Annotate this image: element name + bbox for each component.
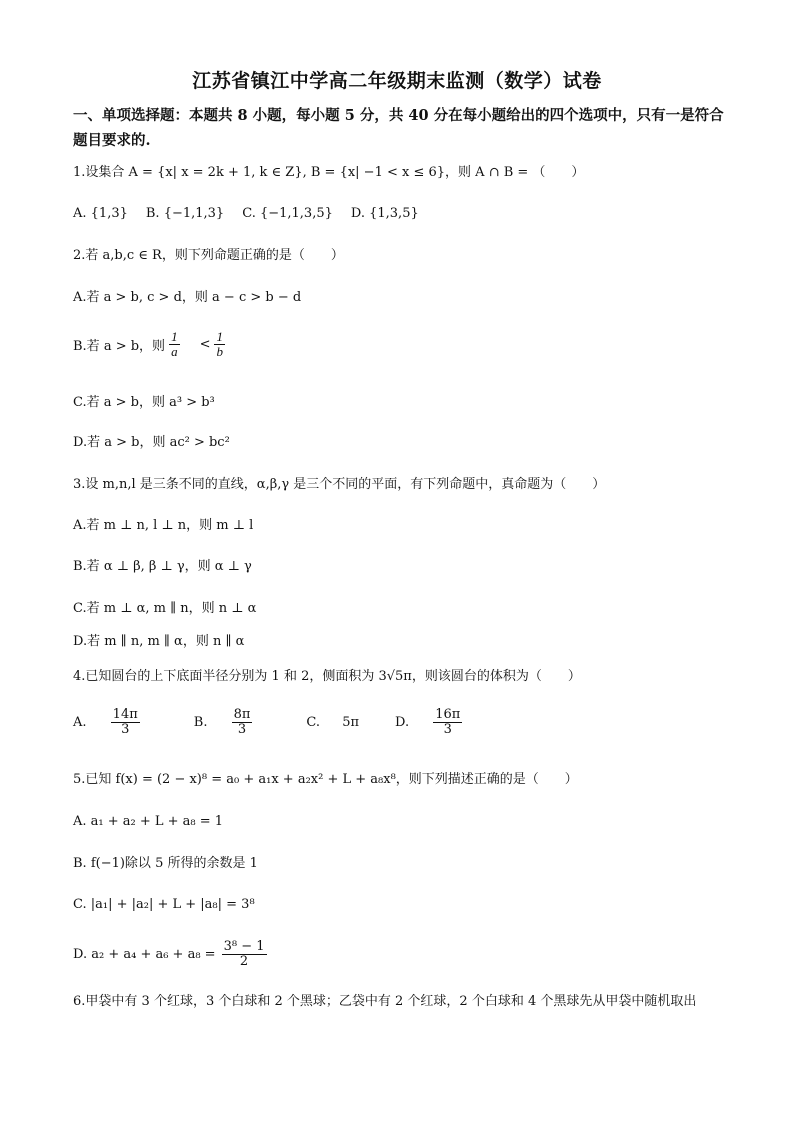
question-2-option-b [73,330,243,359]
question-3-option-c: C.若 m ⊥ α, m ∥ n，则 n ⊥ α [73,601,257,616]
fraction-denominator: 3 [121,722,130,737]
question-1-stem: 1.设集合 A = {x| x = 2k + 1, k ∈ Z}, B = {x| −1 < x ≤ 6}，则 A ∩ B = （ ） [73,165,585,180]
fraction-numerator: 1 [216,329,223,344]
fraction-denominator: b [216,344,223,359]
option-label: A. [73,715,87,730]
question-5-option-b: B. f(−1)除以 5 所得的余数是 1 [73,856,258,871]
question-4-stem: 4.已知圆台的上下底面半径分别为 1 和 2，侧面积为 3√5π，则该圆台的体积为（ ） [73,669,581,684]
question-2-option-b-text: B.若 a > b，则 [73,339,166,354]
fraction [169,330,198,359]
question-5-option-a: A. a₁ + a₂ + L + a₈ = 1 [73,814,224,829]
question-3-stem: 3.设 m,n,l 是三条不同的直线，α,β,γ 是三个不同的平面，有下列命题中，真命题为（ ） [73,477,606,492]
question-1-option-d: D. {1,3,5} [350,206,419,221]
question-3-option-a: A.若 m ⊥ n, l ⊥ n，则 m ⊥ l [73,518,254,533]
section-header: 一、单项选择题：本题共 8 小题，每小题 5 分，共 40 分在每小题给出的四个选项中，只有一是符合题目要求的. [73,107,724,149]
question-1-options [73,206,437,221]
fraction [111,708,158,737]
question-1-option-a: A. {1,3} [73,206,128,221]
option-value: 5π [342,715,360,730]
fraction-denominator: a [171,344,178,359]
question-5-option-d-text: D. a₂ + a₄ + a₆ + a₈ = [73,947,216,962]
question-5-option-c: C. |a₁| + |a₂| + L + |a₈| = 3⁸ [73,897,255,912]
fraction-numerator: 3⁸ − 1 [223,939,265,954]
fraction [232,708,271,737]
option-label: C. [306,715,321,730]
question-4-option-c [306,715,377,730]
fraction-numerator: 16π [435,707,461,722]
fraction-denominator: 2 [239,954,249,969]
fraction-denominator: 3 [237,722,247,737]
question-4-option-a [73,708,176,737]
fraction [214,330,243,359]
question-5-stem: 5.已知 f(x) = (2 − x)⁸ = a₀ + a₁x + a₂x² + L + a₈x⁸，则下列描述正确的是（ ） [73,772,578,787]
option-label: D. [395,715,410,730]
fraction-numerator: 14π [112,707,138,722]
question-3-option-b: B.若 α ⊥ β, β ⊥ γ，则 α ⊥ γ [73,559,252,574]
question-4-option-b [194,708,289,737]
question-2-option-c: C.若 a > b，则 a³ > b³ [73,395,215,410]
page-title: 江苏省镇江中学高二年级期末监测（数学）试卷 [192,70,602,92]
fraction-numerator: 8π [233,707,251,722]
fraction [222,940,285,969]
less-than-sign: < [199,337,211,352]
option-label: B. [193,715,208,730]
fraction-numerator: 1 [171,329,178,344]
question-1-option-b: B. {−1,1,3} [145,206,225,221]
fraction [433,708,480,737]
question-2-stem: 2.若 a,b,c ∈ R，则下列命题正确的是（ ） [73,248,344,263]
question-1-option-c: C. {−1,1,3,5} [242,206,333,221]
question-2-option-d: D.若 a > b，则 ac² > bc² [73,435,230,450]
question-4-options [73,708,516,737]
question-5-option-d [73,940,303,969]
question-6-stem: 6.甲袋中有 3 个红球，3 个白球和 2 个黑球；乙袋中有 2 个红球，2 个白球和 4 个黑球先从甲袋中随机取出 [73,994,697,1009]
question-4-option-d [395,708,498,737]
fraction-denominator: 3 [443,722,452,737]
question-3-option-d: D.若 m ∥ n, m ∥ α，则 n ∥ α [73,634,245,649]
question-2-option-a: A.若 a > b, c > d，则 a − c > b − d [73,290,302,305]
